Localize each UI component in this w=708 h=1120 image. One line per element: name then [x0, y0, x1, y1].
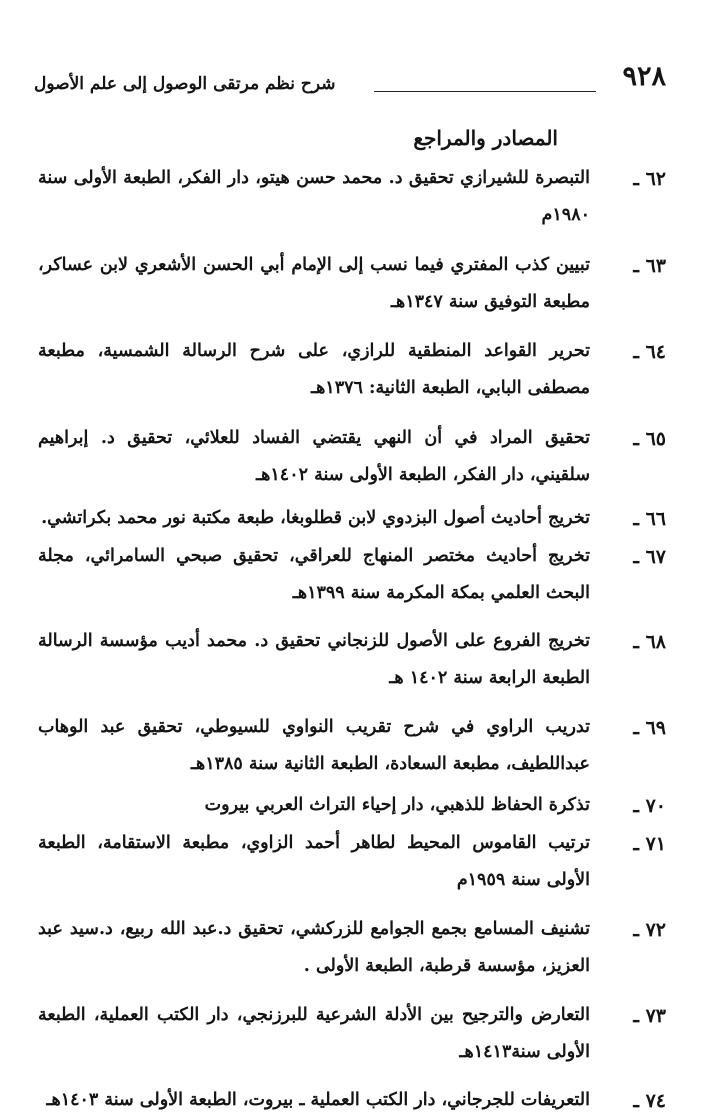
reference-text: تبيين كذب المفتري فيما نسب إلى الإمام أبي الحسن الأشعري لابن عساكر، مطبعة التوفيق سنة ١٣٤٧هـ — [38, 255, 590, 312]
reference-entry — [38, 997, 666, 1071]
reference-number: ٧٣ ـ — [633, 1005, 666, 1027]
section-title: المصادر والمراجع — [413, 126, 558, 150]
reference-text: تذكرة الحفاظ للذهبي، دار إحياء التراث العربي بيروت — [204, 795, 590, 815]
reference-text: ترتيب القاموس المحيط لطاهر أحمد الزاوي، مطبعة الاستقامة، الطبعة الأولى سنة ١٩٥٩م — [38, 833, 590, 890]
reference-list — [38, 160, 666, 1120]
reference-number: ٦٣ ـ — [633, 255, 666, 277]
reference-number: ٦٤ ـ — [633, 341, 666, 363]
reference-text: التعريفات للجرجاني، دار الكتب العملية ـ بيروت، الطبعة الأولى سنة ١٤٠٣هـ — [46, 1090, 590, 1110]
reference-entry — [38, 709, 666, 783]
reference-text: تخريج الفروع على الأصول للزنجاني تحقيق د. محمد أديب مؤسسة الرسالة الطبعة الرابعة سنة ١٤٠٢ هـ — [38, 631, 590, 688]
reference-number: ٦٢ ـ — [633, 168, 666, 190]
reference-entry — [38, 247, 666, 321]
reference-text: تخريج أحاديث مختصر المنهاج للعراقي، تحقيق صبحي السامرائي، مجلة البحث العلمي بمكة المكرمة سنة ١٣٩٩هـ — [38, 546, 590, 603]
reference-entry — [38, 333, 666, 407]
reference-number: ٦٩ ـ — [633, 717, 666, 739]
reference-text: تحقيق المراد في أن النهي يقتضي الفساد للعلائي، تحقيق د. إبراهيم سلقيني، دار الفكر، الطبعة الأولى سنة ١٤٠٢هـ — [38, 428, 590, 485]
reference-entry — [38, 420, 666, 494]
reference-number: ٧٠ ـ — [633, 795, 666, 817]
reference-entry — [38, 825, 666, 899]
reference-number: ٦٦ ـ — [633, 508, 666, 530]
reference-entry — [38, 623, 666, 697]
reference-entry — [38, 911, 666, 985]
reference-number: ٧٢ ـ — [633, 919, 666, 941]
reference-entry — [38, 500, 666, 538]
running-title: شرح نظم مرتقى الوصول إلى علم الأصول — [34, 74, 336, 94]
page-number: ٩٢٨ — [622, 61, 666, 92]
reference-number: ٧١ ـ — [633, 833, 666, 855]
reference-entry — [38, 538, 666, 612]
reference-text: التعارض والترجيح بين الأدلة الشرعية للبرزنجي، دار الكتب العملية، الطبعة الأولى سنة١٤١٣هـ — [38, 1005, 590, 1062]
reference-entry — [38, 160, 666, 234]
reference-text: تدريب الراوي في شرح تقريب النواوي للسيوطي، تحقيق عبد الوهاب عبداللطيف، مطبعة السعادة، الطبعة الثانية سنة ١٣٨٥هـ — [38, 717, 590, 774]
reference-text: التبصرة للشيرازي تحقيق د. محمد حسن هيتو، دار الفكر، الطبعة الأولى سنة ١٩٨٠م — [38, 168, 590, 225]
reference-number: ٦٨ ـ — [633, 631, 666, 653]
reference-text: تشنيف المسامع بجمع الجوامع للزركشي، تحقيق د.عبد الله ربيع، د.سيد عبد العزيز، مؤسسة قرطبة، الطبعة الأولى . — [38, 919, 590, 976]
reference-text: تخريج أحاديث أصول البزدوي لابن قطلوبغا، طبعة مكتبة نور محمد بكراتشي. — [41, 508, 590, 528]
header-rule — [374, 91, 596, 92]
reference-entry — [38, 1082, 666, 1120]
reference-text: تحرير القواعد المنطقية للرازي، على شرح الرسالة الشمسية، مطبعة مصطفى البابي، الطبعة الثانية: ١٣٧٦هـ — [38, 341, 590, 398]
reference-number: ٦٥ ـ — [633, 428, 666, 450]
page-header — [34, 58, 666, 100]
reference-number: ٦٧ ـ — [633, 546, 666, 568]
reference-number: ٧٤ ـ — [633, 1090, 666, 1112]
reference-entry — [38, 787, 666, 825]
